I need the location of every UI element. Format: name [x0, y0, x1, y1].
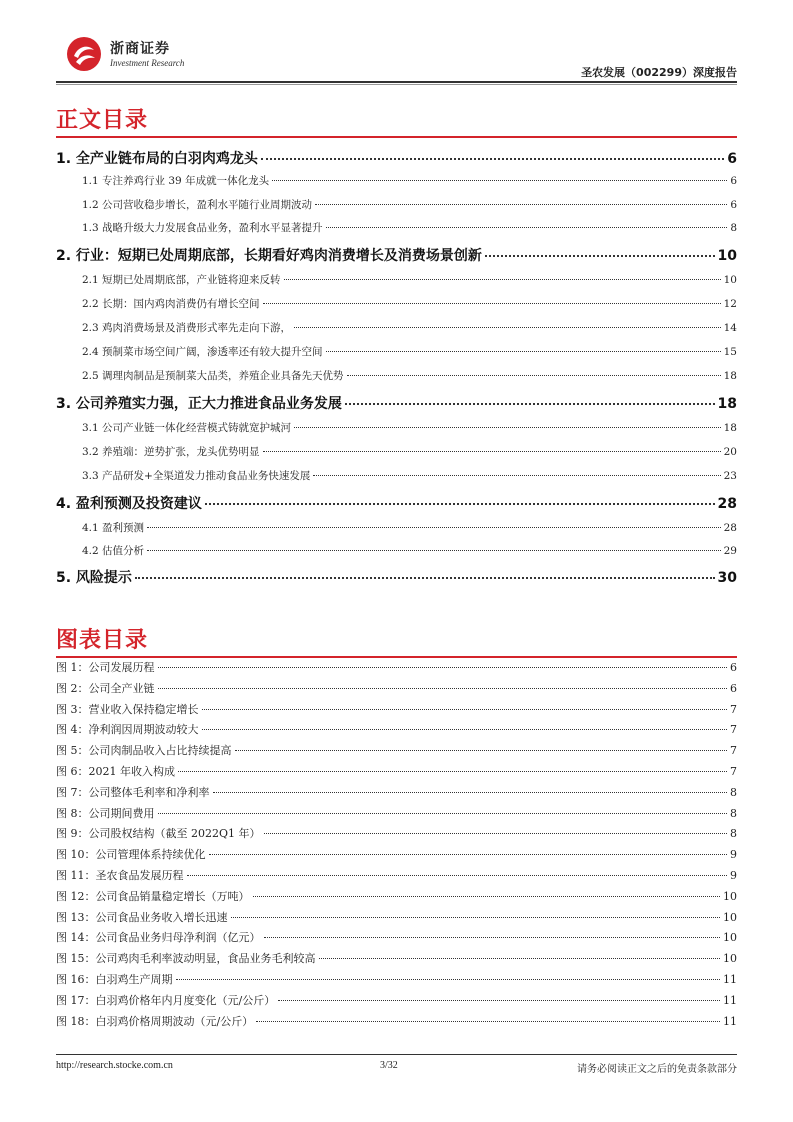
figure-entry-page: 7 — [730, 765, 737, 778]
figure-entry-leader — [158, 688, 728, 689]
toc-subsection[interactable] — [82, 296, 737, 314]
figure-entry-page: 11 — [723, 1014, 737, 1028]
toc-chapter-leader — [205, 503, 715, 505]
figure-entry-leader — [256, 1021, 720, 1022]
figure-entry-page: 10 — [723, 910, 737, 924]
figure-entry-page: 7 — [730, 744, 737, 758]
toc-chapter-leader — [485, 255, 715, 257]
figure-entry-page: 8 — [730, 827, 737, 841]
figure-entry-label: 图 15：公司鸡肉毛利率波动明显，食品业务毛利较高 — [56, 952, 316, 966]
figure-entry[interactable] — [56, 971, 737, 989]
toc-subsection[interactable] — [82, 272, 737, 290]
figure-entry-page: 6 — [730, 661, 737, 674]
toc-chapter-page: 6 — [727, 151, 737, 167]
toc-subsection[interactable] — [82, 197, 737, 215]
toc-subsection-page: 15 — [723, 346, 737, 358]
logo-icon — [66, 36, 102, 72]
toc-subsection-page: 20 — [723, 446, 737, 458]
figure-entry-label: 图 4：净利润因周期波动较大 — [56, 723, 199, 737]
toc-chapter-page: 30 — [717, 570, 737, 586]
figure-entry-leader — [187, 875, 728, 876]
toc-subsection[interactable] — [82, 344, 737, 362]
figure-entry-label: 图 6：2021 年收入构成 — [56, 765, 175, 778]
toc-subsection-page: 6 — [730, 175, 737, 187]
toc-subsection[interactable] — [82, 320, 737, 338]
figure-entry[interactable] — [56, 721, 737, 739]
page-header — [56, 32, 737, 84]
toc-subsection-leader — [326, 227, 728, 228]
toc-chapter[interactable] — [56, 245, 737, 267]
toc-subsection-label: 4.1 盈利预测 — [82, 522, 145, 534]
header-divider-thin — [56, 84, 737, 85]
toc-subsection-page: 23 — [723, 470, 737, 482]
figure-entry-leader — [235, 750, 728, 751]
figure-entry-page: 10 — [723, 931, 737, 945]
toc-chapter-page: 28 — [717, 496, 737, 512]
toc-title: 正文目录 — [56, 108, 149, 133]
figure-entry-label: 图 9：公司股权结构（截至 2022Q1 年） — [56, 827, 261, 841]
figure-entry-page: 7 — [730, 702, 737, 716]
toc-chapter-label: 5. 风险提示 — [56, 570, 132, 586]
toc-subsection-page: 6 — [730, 199, 737, 211]
toc-subsection[interactable] — [82, 468, 737, 486]
figure-entry-label: 图 3：营业收入保持稳定增长 — [56, 702, 199, 716]
toc-subsection-label: 2.3 鸡肉消费场景及消费形式率先走向下游， — [82, 322, 292, 334]
toc-subsection-label: 2.4 预制菜市场空间广阔，渗透率还有较大提升空间 — [82, 346, 323, 358]
figure-entry[interactable] — [56, 680, 737, 698]
figure-entry-label: 图 5：公司肉制品收入占比持续提高 — [56, 744, 232, 758]
figure-entry[interactable] — [56, 784, 737, 802]
figure-entry-page: 7 — [730, 723, 737, 737]
toc-chapter[interactable] — [56, 567, 737, 589]
figure-entry-label: 图 7：公司整体毛利率和净利率 — [56, 785, 210, 799]
toc-chapter-label: 2. 行业：短期已处周期底部，长期看好鸡肉消费增长及消费场景创新 — [56, 248, 482, 264]
figure-entry-label: 图 13：公司食品业务收入增长迅速 — [56, 910, 228, 924]
toc-chapter[interactable] — [56, 393, 737, 415]
figure-entry-page: 11 — [723, 993, 737, 1007]
figure-entry-page: 11 — [723, 973, 737, 986]
toc-subsection-leader — [147, 527, 721, 528]
figure-entry-label: 图 14：公司食品业务归母净利润（亿元） — [56, 931, 261, 945]
toc-subsection-leader — [326, 351, 721, 352]
figure-entry-leader — [158, 813, 728, 814]
figure-entry-leader — [231, 917, 721, 918]
figure-entry-leader — [264, 937, 721, 938]
figure-entry-page: 8 — [730, 806, 737, 820]
toc-title-rule — [56, 136, 737, 138]
figure-entry-label: 图 18：白羽鸡价格周期波动（元/公斤） — [56, 1014, 254, 1028]
toc-chapter[interactable] — [56, 493, 737, 515]
toc-subsection-page: 18 — [723, 422, 737, 434]
toc-subsection[interactable] — [82, 543, 737, 561]
toc-chapter-label: 3. 公司养殖实力强，正大力推进食品业务发展 — [56, 396, 342, 412]
figure-entry-page: 9 — [730, 869, 737, 882]
figure-entry[interactable] — [56, 763, 737, 781]
figure-entry-leader — [319, 958, 721, 959]
figure-entry-label: 图 10：公司管理体系持续优化 — [56, 848, 206, 862]
report-title: 圣农发展（002299）深度报告 — [581, 66, 737, 79]
figures-title: 图表目录 — [56, 628, 149, 653]
toc-subsection-leader — [315, 204, 727, 205]
toc-subsection[interactable] — [82, 368, 737, 386]
figure-entry[interactable] — [56, 992, 737, 1010]
toc-chapter-page: 10 — [717, 248, 737, 264]
figure-entry-page: 10 — [723, 952, 737, 966]
footer-disclaimer: 请务必阅读正文之后的免责条款部分 — [577, 1064, 737, 1075]
figure-entry-page: 8 — [730, 785, 737, 799]
toc-subsection-page: 8 — [730, 222, 737, 234]
toc-subsection-label: 3.2 养殖端：逆势扩张，龙头优势明显 — [82, 446, 260, 458]
figure-entry-leader — [158, 667, 728, 668]
figure-entry[interactable] — [56, 742, 737, 760]
figure-entry-label: 图 17：白羽鸡价格年内月度变化（元/公斤） — [56, 993, 276, 1007]
toc-subsection-label: 2.5 调理肉制品是预制菜大品类，养殖企业具备先天优势 — [82, 370, 344, 382]
figure-entry[interactable] — [56, 950, 737, 968]
figure-entry-leader — [176, 979, 721, 980]
toc-subsection-label: 3.1 公司产业链一体化经营模式铸就宽护城河 — [82, 422, 292, 434]
toc-chapter[interactable] — [56, 148, 737, 170]
logo-subtitle: Investment Research — [110, 58, 185, 68]
toc-subsection[interactable] — [82, 220, 737, 238]
figure-entry[interactable] — [56, 1013, 737, 1031]
figure-entry[interactable] — [56, 929, 737, 947]
toc-subsection-label: 1.1 专注养鸡行业 39 年成就一体化龙头 — [82, 175, 270, 187]
toc-subsection-leader — [347, 375, 721, 376]
figure-entry[interactable] — [56, 701, 737, 719]
figure-entry-label: 图 16：白羽鸡生产周期 — [56, 973, 173, 986]
toc-chapter-page: 18 — [717, 396, 737, 412]
toc-subsection-page: 28 — [723, 522, 737, 534]
figure-entry-leader — [278, 1000, 720, 1001]
figure-entry-leader — [264, 833, 728, 834]
footer-url[interactable]: http://research.stocke.com.cn — [56, 1060, 173, 1071]
toc-chapter-label: 1. 全产业链布局的白羽肉鸡龙头 — [56, 151, 258, 167]
figure-entry-leader — [202, 729, 728, 730]
figure-entry[interactable] — [56, 867, 737, 885]
figure-entry-label: 图 2：公司全产业链 — [56, 681, 155, 695]
figure-entry-page: 10 — [723, 889, 737, 903]
figure-entry-page: 9 — [730, 848, 737, 862]
toc-subsection[interactable] — [82, 420, 737, 438]
toc-chapter-label: 4. 盈利预测及投资建议 — [56, 496, 202, 512]
figure-entry[interactable] — [56, 805, 737, 823]
figures-title-rule — [56, 656, 737, 658]
toc-chapter-leader — [135, 577, 715, 579]
toc-subsection-label: 2.2 长期：国内鸡肉消费仍有增长空间 — [82, 298, 260, 310]
toc-chapter-leader — [261, 158, 724, 160]
footer-page-number: 3/32 — [380, 1060, 398, 1071]
toc-subsection-leader — [272, 180, 727, 181]
toc-subsection-leader — [294, 327, 721, 328]
toc-subsection[interactable] — [82, 173, 737, 191]
toc-subsection-leader — [313, 475, 720, 476]
toc-subsection-leader — [284, 279, 721, 280]
toc-subsection[interactable] — [82, 444, 737, 462]
figure-entry-leader — [253, 896, 721, 897]
toc-subsection-leader — [263, 303, 721, 304]
logo-text: 浙商证券 — [110, 41, 170, 57]
figure-entry[interactable] — [56, 888, 737, 906]
figure-entry[interactable] — [56, 846, 737, 864]
figure-entry-label: 图 12：公司食品销量稳定增长（万吨） — [56, 889, 250, 903]
toc-subsection-page: 10 — [723, 274, 737, 286]
toc-subsection-page: 29 — [723, 545, 737, 557]
toc-subsection-leader — [263, 451, 721, 452]
toc-subsection-page: 12 — [723, 298, 737, 310]
toc-subsection-label: 1.3 战略升级大力发展食品业务，盈利水平显著提升 — [82, 222, 323, 234]
figure-entry[interactable] — [56, 909, 737, 927]
toc-subsection-leader — [294, 427, 721, 428]
toc-subsection-label: 3.3 产品研发+全渠道发力推动食品业务快速发展 — [82, 470, 311, 482]
figure-entry-leader — [178, 771, 727, 772]
figure-entry[interactable] — [56, 659, 737, 677]
toc-subsection-label: 2.1 短期已处周期底部，产业链将迎来反转 — [82, 274, 281, 286]
toc-subsection-label: 4.2 估值分析 — [82, 545, 145, 557]
figure-entry-page: 6 — [730, 681, 737, 695]
figure-entry[interactable] — [56, 825, 737, 843]
figure-entry-label: 图 1：公司发展历程 — [56, 661, 155, 674]
figure-entry-label: 图 11：圣农食品发展历程 — [56, 869, 184, 882]
toc-subsection-page: 18 — [723, 370, 737, 382]
toc-subsection-leader — [147, 550, 721, 551]
toc-subsection[interactable] — [82, 520, 737, 538]
figure-entry-leader — [202, 709, 728, 710]
toc-subsection-label: 1.2 公司营收稳步增长，盈利水平随行业周期波动 — [82, 199, 313, 211]
header-divider — [56, 81, 737, 83]
figure-entry-leader — [213, 792, 728, 793]
toc-chapter-leader — [345, 403, 715, 405]
footer-divider — [56, 1054, 737, 1055]
figure-entry-leader — [209, 854, 728, 855]
toc-subsection-page: 14 — [723, 322, 737, 334]
figure-entry-label: 图 8：公司期间费用 — [56, 806, 155, 820]
